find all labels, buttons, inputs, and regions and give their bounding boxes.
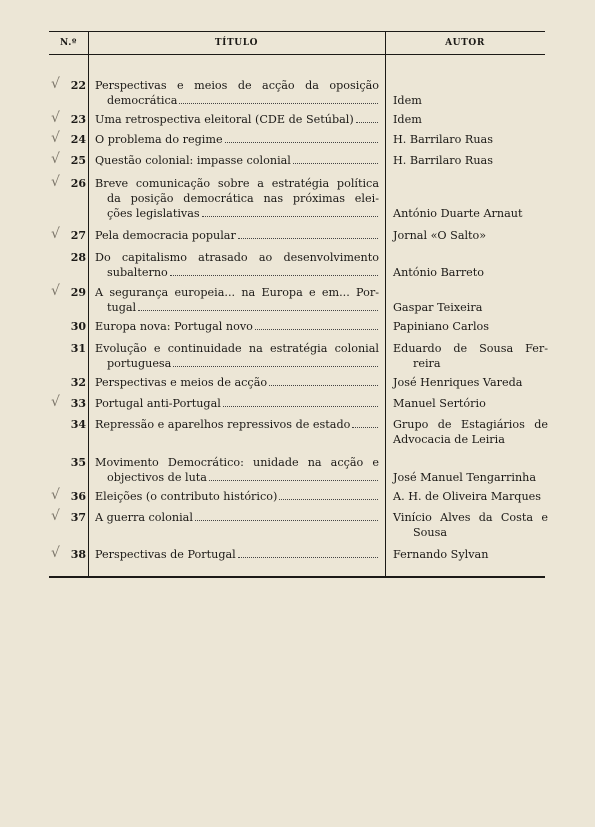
author-line: Gaspar Teixeira	[393, 301, 483, 314]
dot-leader	[179, 103, 378, 104]
entry-number: 31	[70, 342, 86, 355]
author-line: Fernando Sylvan	[393, 548, 489, 561]
author-line: Idem	[393, 94, 422, 107]
dot-leader	[195, 520, 378, 521]
entry-number: 23	[70, 113, 86, 126]
entry-author	[393, 93, 548, 108]
entry-author	[393, 510, 548, 540]
entry-title	[95, 176, 379, 221]
title-line: Questão colonial: impasse colonial	[95, 153, 379, 168]
dot-leader	[293, 163, 378, 164]
entry-author	[393, 228, 548, 243]
entry-number: 37	[70, 511, 86, 524]
entry-title	[95, 510, 379, 525]
dot-leader	[238, 238, 378, 239]
author-line: Sousa	[413, 526, 448, 539]
entry-title	[95, 489, 379, 504]
dot-leader	[255, 329, 378, 330]
entry-title	[95, 153, 379, 168]
author-line: Idem	[393, 113, 422, 126]
check-mark-icon: √	[51, 174, 60, 190]
dot-leader	[238, 557, 378, 558]
title-line: Pela democracia popular	[95, 228, 379, 243]
entry-title	[95, 78, 379, 108]
entry-title	[95, 417, 379, 432]
title-line: Perspectivas e meios de acção da oposição	[95, 79, 379, 92]
entry-title	[95, 228, 379, 243]
check-mark-icon: √	[51, 130, 60, 146]
title-line: Eleições (o contributo histórico)	[95, 489, 379, 504]
check-mark-icon: √	[51, 226, 60, 242]
title-line: O problema do regime	[95, 132, 379, 147]
author-line: Papiniano Carlos	[393, 320, 490, 333]
title-line: Portugal anti-Portugal	[95, 396, 379, 411]
check-mark-icon: √	[51, 76, 60, 92]
title-line: portuguesa	[95, 356, 379, 371]
title-line: Evolução e continuidade na estratégia colonial	[95, 342, 379, 355]
entry-number: 30	[70, 320, 86, 333]
entry-title	[95, 132, 379, 147]
entry-number: 28	[70, 251, 86, 264]
entry-title	[95, 341, 379, 371]
entry-number: 27	[70, 229, 86, 242]
entry-author	[393, 206, 548, 221]
title-line: Uma retrospectiva eleitoral (CDE de Setúbal)	[95, 112, 379, 127]
entry-author	[393, 300, 548, 315]
entry-title	[95, 396, 379, 411]
author-line: Eduardo de Sousa Fer-	[393, 342, 548, 355]
author-line: reira	[413, 357, 441, 370]
entry-title	[95, 375, 379, 390]
title-line: democrática	[95, 93, 379, 108]
header-author: AUTOR	[445, 38, 485, 48]
check-mark-icon: √	[51, 508, 60, 524]
entry-number: 29	[70, 286, 86, 299]
title-line: Repressão e aparelhos repressivos de estado	[95, 417, 379, 432]
author-line: A. H. de Oliveira Marques	[393, 490, 542, 503]
entry-number: 24	[70, 133, 86, 146]
entry-number: 32	[70, 376, 86, 389]
entry-author	[393, 375, 548, 390]
entry-author	[393, 153, 548, 168]
author-line: H. Barrilaro Ruas	[393, 133, 493, 146]
title-line: Perspectivas de Portugal	[95, 547, 379, 562]
author-line: António Barreto	[393, 266, 485, 279]
entry-number: 35	[70, 456, 86, 469]
dot-leader	[209, 480, 378, 481]
title-line: Do capitalismo atrasado ao desenvolvimento	[95, 251, 379, 264]
title-line: A guerra colonial	[95, 510, 379, 525]
dot-leader	[352, 427, 378, 428]
entry-number: 34	[70, 418, 86, 431]
title-line: objectivos de luta	[95, 470, 379, 485]
dot-leader	[225, 142, 378, 143]
entry-number: 38	[70, 548, 86, 561]
author-line: Grupo de Estagiários de	[393, 418, 548, 431]
title-line: Breve comunicação sobre a estratégia política	[95, 177, 379, 190]
column-divider-1	[88, 31, 89, 577]
check-mark-icon: √	[51, 283, 60, 299]
entry-title	[95, 319, 379, 334]
check-mark-icon: √	[51, 487, 60, 503]
dot-leader	[173, 366, 378, 367]
entry-title	[95, 547, 379, 562]
header-title: TÍTULO	[214, 38, 259, 48]
dot-leader	[269, 385, 378, 386]
entry-number: 22	[70, 79, 86, 92]
author-line: António Duarte Arnaut	[393, 207, 523, 220]
title-line: da posição democrática nas próximas elei-	[107, 192, 379, 205]
entry-author	[393, 132, 548, 147]
entry-title	[95, 455, 379, 485]
check-mark-icon: √	[51, 545, 60, 561]
entry-author	[393, 470, 548, 485]
entry-author	[393, 341, 548, 371]
author-line: Jornal «O Salto»	[393, 229, 487, 242]
title-line: ções legislativas	[95, 206, 379, 221]
check-mark-icon: √	[51, 151, 60, 167]
author-line: José Henriques Vareda	[393, 376, 523, 389]
entry-author	[393, 396, 548, 411]
title-line: Europa nova: Portugal novo	[95, 319, 379, 334]
author-line: José Manuel Tengarrinha	[393, 471, 537, 484]
title-line: tugal	[95, 300, 379, 315]
title-line: Movimento Democrático: unidade na acção e	[95, 456, 379, 469]
header-bottom-rule	[49, 54, 545, 55]
entry-author	[393, 319, 548, 334]
entry-number: 33	[70, 397, 86, 410]
entry-title	[95, 250, 379, 280]
author-line: Manuel Sertório	[393, 397, 486, 410]
entry-number: 25	[70, 154, 86, 167]
entry-author	[393, 547, 548, 562]
dot-leader	[202, 216, 378, 217]
entry-author	[393, 489, 548, 504]
title-line: subalterno	[95, 265, 379, 280]
check-mark-icon: √	[51, 110, 60, 126]
author-line: Advocacia de Leiria	[393, 433, 505, 446]
dot-leader	[223, 406, 378, 407]
column-divider-2	[385, 31, 386, 577]
check-mark-icon: √	[51, 394, 60, 410]
entry-number: 26	[70, 177, 86, 190]
author-line: Vinício Alves da Costa e	[393, 511, 548, 524]
entry-title	[95, 112, 379, 127]
entry-author	[393, 265, 548, 280]
author-line: H. Barrilaro Ruas	[393, 154, 493, 167]
entry-number: 36	[70, 490, 86, 503]
entry-title	[95, 285, 379, 315]
entry-author	[393, 112, 548, 127]
title-line: A segurança europeia... na Europa e em... Por-	[95, 286, 379, 299]
dot-leader	[279, 499, 378, 500]
title-line: Perspectivas e meios de acção	[95, 375, 379, 390]
dot-leader	[356, 122, 378, 123]
dot-leader	[138, 310, 378, 311]
table-top-rule	[49, 31, 545, 32]
table-bottom-rule	[49, 576, 545, 578]
entry-author	[393, 417, 548, 447]
header-number: N.º	[59, 38, 78, 48]
dot-leader	[170, 275, 378, 276]
